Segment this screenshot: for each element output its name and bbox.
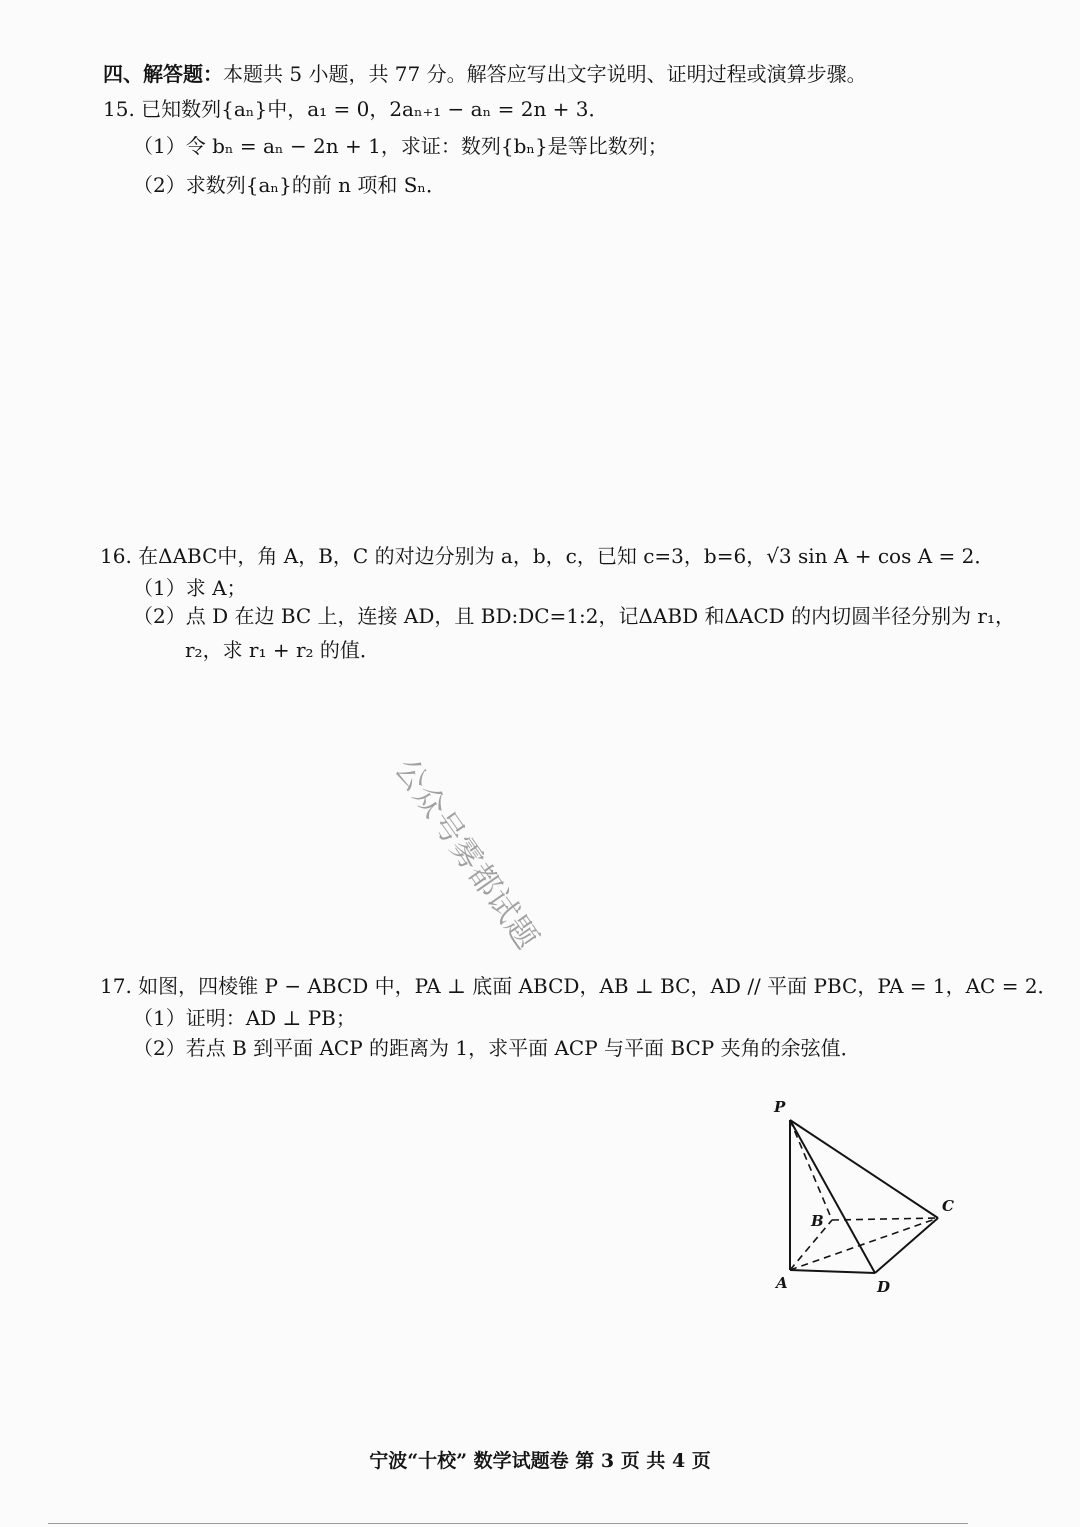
question-15-part-1: （1）令 bₙ = aₙ − 2n + 1，求证：数列{bₙ}是等比数列； (133, 134, 668, 158)
question-16-part-2-line-2: r₂，求 r₁ + r₂ 的值． (185, 638, 380, 662)
label-A: A (776, 1274, 788, 1292)
label-P: P (774, 1098, 786, 1116)
section-title: 四、解答题： (103, 62, 223, 86)
question-17-stem: 17. 如图，四棱锥 P − ABCD 中，PA ⊥ 底面 ABCD，AB ⊥ BC，AD // 平面 PBC，PA = 1，AC = 2． (100, 974, 1058, 998)
question-15-stem: 15. 已知数列{aₙ}中，a₁ = 0，2aₙ₊₁ − aₙ = 2n + 3． (103, 97, 609, 121)
pyramid-figure (760, 1090, 980, 1300)
question-16-part-1: （1）求 A； (133, 576, 247, 600)
question-16-part-2-line-1: （2）点 D 在边 BC 上，连接 AD，且 BD:DC=1:2，记ΔABD 和ΔACD 的内切圆半径分别为 r₁， (133, 604, 1016, 628)
bottom-rule (48, 1523, 968, 1524)
question-16-stem: 16. 在ΔABC中，角 A，B，C 的对边分别为 a，b，c，已知 c=3，b=6，√3 sin A + cos A = 2． (100, 544, 995, 568)
page-footer: 宁波“十校” 数学试题卷 第 3 页 共 4 页 (369, 1450, 711, 1472)
label-B: B (811, 1212, 824, 1230)
section-description: 本题共 5 小题，共 77 分。解答应写出文字说明、证明过程或演算步骤。 (223, 62, 867, 86)
edge-DC (875, 1218, 938, 1273)
label-D: D (877, 1278, 891, 1296)
edge-PD (790, 1120, 875, 1273)
edge-BC (832, 1218, 938, 1220)
question-17-part-2: （2）若点 B 到平面 ACP 的距离为 1，求平面 ACP 与平面 BCP 夹角的余弦值． (133, 1036, 861, 1060)
question-15-part-2: （2）求数列{aₙ}的前 n 项和 Sₙ． (133, 173, 447, 197)
watermark: 公众号雾都试题 (387, 752, 546, 957)
question-17-part-1: （1）证明：AD ⊥ PB； (133, 1006, 356, 1030)
section-heading (103, 61, 867, 87)
edge-PC (790, 1120, 938, 1218)
edge-AD (790, 1270, 875, 1273)
label-C: C (942, 1197, 954, 1215)
